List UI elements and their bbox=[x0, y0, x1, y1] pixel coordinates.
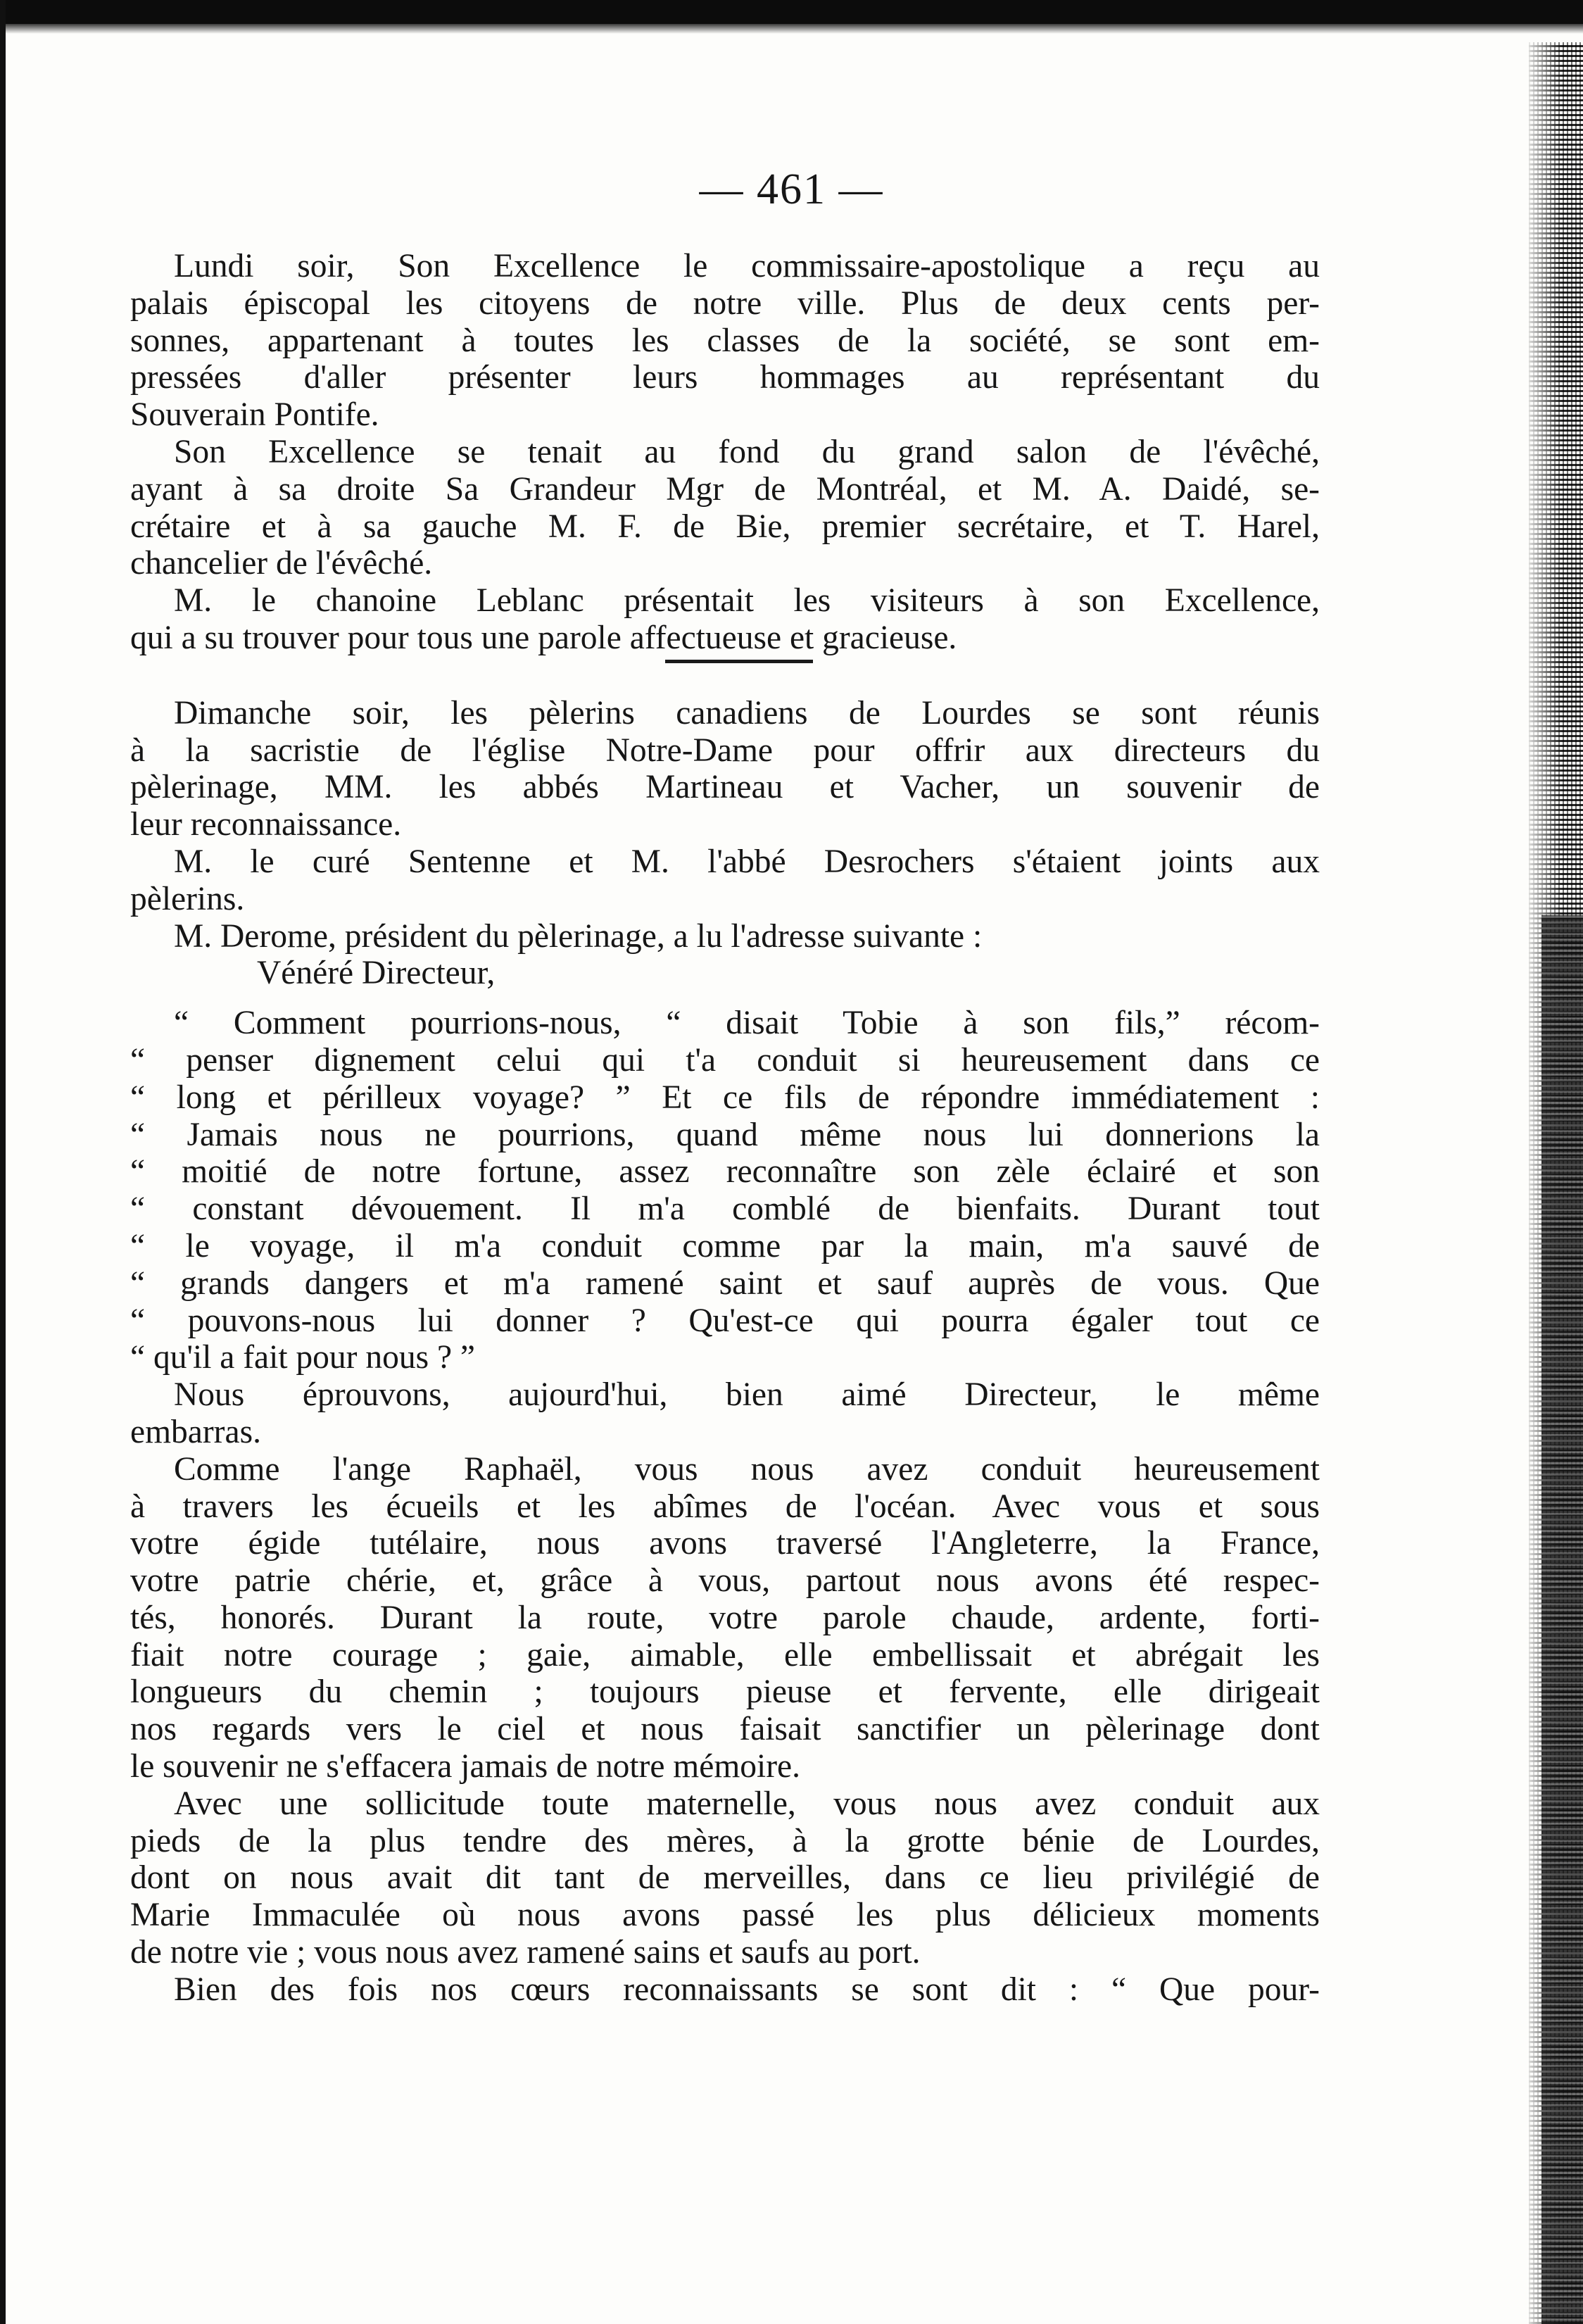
quotation-tobie bbox=[130, 1005, 1320, 1376]
text-line: tés, honorés. Durant la route, votre parole chaude, ardente, forti- bbox=[130, 1599, 1320, 1636]
text-line: pèlerinage, MM. les abbés Martineau et Vacher, un souvenir de bbox=[130, 769, 1320, 806]
text-line: sonnes, appartenant à toutes les classes de la société, se sont em- bbox=[130, 322, 1320, 359]
text-line: longueurs du chemin ; toujours pieuse et fervente, elle dirigeait bbox=[130, 1673, 1320, 1711]
scan-right-edge-binding bbox=[1541, 915, 1583, 2324]
text-line: leur reconnaissance. bbox=[130, 806, 402, 843]
text-line: de notre vie ; vous nous avez ramené sains et saufs au port. bbox=[130, 1934, 921, 1971]
article-text bbox=[130, 248, 1320, 2009]
text-line: Comme l'ange Raphaël, vous nous avez conduit heureusement bbox=[174, 1450, 1320, 1488]
paragraph-embarras bbox=[130, 1376, 1320, 1451]
text-line: “ penser dignement celui qui t'a conduit si heureusement dans ce bbox=[130, 1041, 1320, 1079]
text-line: “ Comment pourrions-nous, “ disait Tobie à son fils,” récom- bbox=[174, 1005, 1320, 1042]
text-line: M. le curé Sentenne et M. l'abbé Desrochers s'étaient joints aux bbox=[174, 843, 1320, 880]
text-line: chancelier de l'évêché. bbox=[130, 545, 433, 582]
text-line: “ long et périlleux voyage? ” Et ce fils de répondre immédiatement : bbox=[130, 1079, 1320, 1116]
text-line: Avec une sollicitude toute maternelle, vous nous avez conduit aux bbox=[174, 1785, 1320, 1822]
page-number: — 461 — bbox=[699, 165, 884, 213]
text-line: Bien des fois nos cœurs reconnaissants se sont dit : “ Que pour- bbox=[174, 1971, 1320, 2008]
text-line: Souverain Pontife. bbox=[130, 396, 379, 434]
text-line: Nous éprouvons, aujourd'hui, bien aimé Directeur, le même bbox=[174, 1376, 1320, 1414]
text-line: Marie Immaculée où nous avons passé les plus délicieux moments bbox=[130, 1897, 1320, 1934]
text-line: “ Jamais nous ne pourrions, quand même nous lui donnerions la bbox=[130, 1116, 1320, 1153]
text-line: palais épiscopal les citoyens de notre ville. Plus de deux cents per- bbox=[130, 284, 1320, 322]
paragraph-lourdes bbox=[130, 1785, 1320, 1971]
text-line: embarras. bbox=[130, 1413, 261, 1450]
text-line: Dimanche soir, les pèlerins canadiens de Lourdes se sont réunis bbox=[174, 694, 1320, 731]
paragraph-pilgrims bbox=[130, 695, 1320, 843]
paragraph-closing bbox=[130, 1971, 1320, 2009]
text-line: ayant à sa droite Sa Grandeur Mgr de Montréal, et M. A. Daidé, se- bbox=[130, 470, 1320, 508]
text-line: M. Derome, président du pèlerinage, a lu l'adresse suivante : bbox=[174, 917, 983, 955]
text-line: M. le chanoine Leblanc présentait les visiteurs à son Excellence, bbox=[174, 582, 1320, 620]
text-line: votre égide tutélaire, nous avons traversé l'Angleterre, la France, bbox=[130, 1525, 1320, 1562]
section-separator bbox=[130, 657, 1320, 678]
text-line: “ grands dangers et m'a ramené saint et sauf auprès de vous. Que bbox=[130, 1264, 1320, 1302]
separator-rule bbox=[665, 660, 813, 663]
text-line: “ pouvons-nous lui donner ? Qu'est-ce qui pourra égaler tout ce bbox=[130, 1302, 1320, 1339]
text-line: le souvenir ne s'effacera jamais de notre mémoire. bbox=[130, 1748, 800, 1785]
text-line: Lundi soir, Son Excellence le commissaire-apostolique a reçu au bbox=[174, 248, 1320, 284]
paragraph-raphael bbox=[130, 1451, 1320, 1785]
text-line: “ moitié de notre fortune, assez reconnaître son zèle éclairé et son bbox=[130, 1153, 1320, 1191]
text-line: Vénéré Directeur, bbox=[257, 955, 496, 992]
text-line: Son Excellence se tenait au fond du grand salon de l'évêché, bbox=[174, 433, 1320, 470]
scan-top-shadow bbox=[0, 24, 1583, 34]
text-line: à la sacristie de l'église Notre-Dame pour offrir aux directeurs du bbox=[130, 731, 1320, 769]
text-line: dont on nous avait dit tant de merveilles, dans ce lieu privilégié de bbox=[130, 1859, 1320, 1897]
scan-left-border bbox=[0, 0, 6, 2324]
text-line: à travers les écueils et les abîmes de l'océan. Avec vous et sous bbox=[130, 1488, 1320, 1525]
text-line: qui a su trouver pour tous une parole affectueuse et gracieuse. bbox=[130, 619, 957, 656]
paragraph-salon bbox=[130, 434, 1320, 582]
text-line: pressées d'aller présenter leurs hommages au représentant du bbox=[130, 359, 1320, 396]
paragraph-visitors bbox=[130, 582, 1320, 657]
text-line: pèlerins. bbox=[130, 880, 245, 917]
paragraph-joined bbox=[130, 843, 1320, 918]
scan-top-border bbox=[0, 0, 1583, 24]
text-line: nos regards vers le ciel et nous faisait sanctifier un pèlerinage dont bbox=[130, 1711, 1320, 1748]
text-line: fiait notre courage ; gaie, aimable, elle embellissait et abrégait les bbox=[130, 1636, 1320, 1673]
salutation bbox=[130, 955, 1320, 992]
paragraph-reception bbox=[130, 248, 1320, 434]
text-line: “ qu'il a fait pour nous ? ” bbox=[130, 1339, 476, 1376]
text-line: “ constant dévouement. Il m'a comblé de bienfaits. Durant tout bbox=[130, 1191, 1320, 1228]
text-line: pieds de la plus tendre des mères, à la grotte bénie de Lourdes, bbox=[130, 1822, 1320, 1859]
text-line: “ le voyage, il m'a conduit comme par la main, m'a sauvé de bbox=[130, 1227, 1320, 1264]
text-line: votre patrie chérie, et, grâce à vous, partout nous avons été respec- bbox=[130, 1562, 1320, 1600]
text-line: crétaire et à sa gauche M. F. de Bie, premier secrétaire, et T. Harel, bbox=[130, 508, 1320, 545]
paragraph-address-intro bbox=[130, 918, 1320, 955]
